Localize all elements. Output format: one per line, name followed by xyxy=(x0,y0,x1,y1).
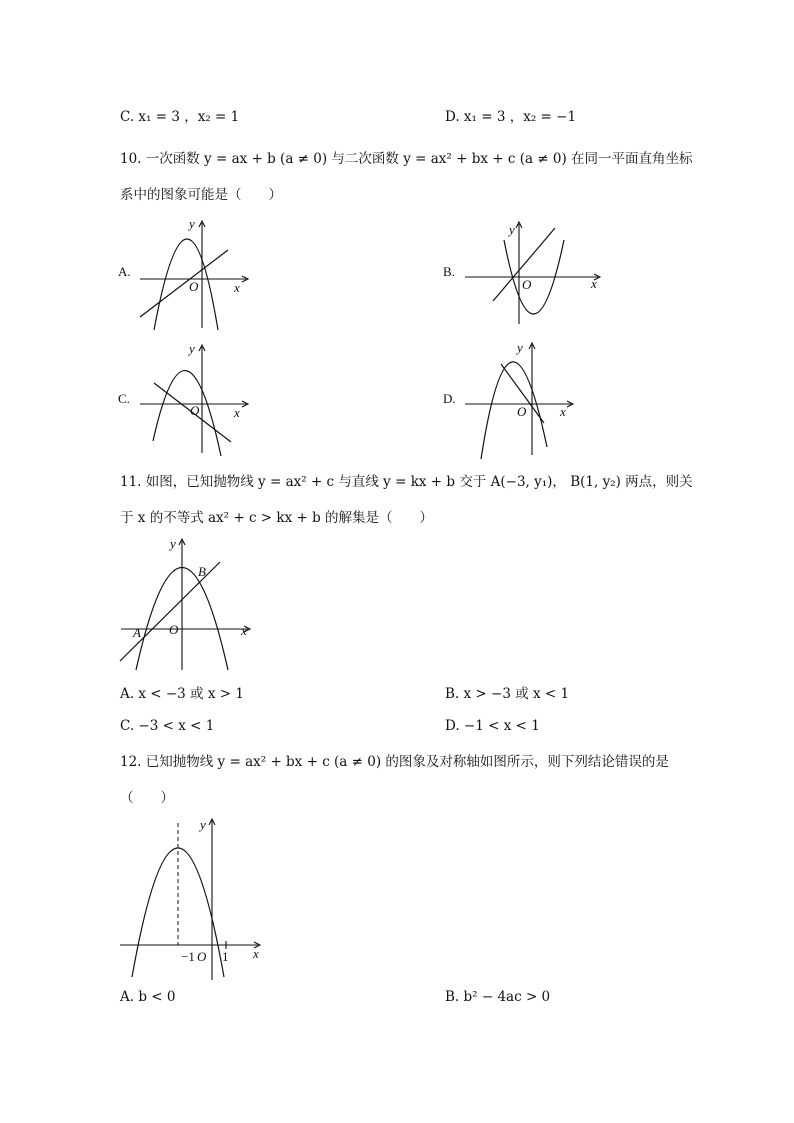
x-label: x xyxy=(560,404,566,419)
y-label: y xyxy=(189,216,195,231)
q10-graph-b[interactable] xyxy=(443,218,603,333)
q9-option-d[interactable]: D. x₁ = 3 ，x₂ = −1 xyxy=(445,109,577,125)
q11-option-d[interactable]: D. −1 < x < 1 xyxy=(445,718,540,734)
y-label: y xyxy=(189,341,195,356)
q10-graph-c-label: C. xyxy=(118,391,130,406)
origin-label: O xyxy=(169,622,179,637)
q10-stem-line-1: 10. 一次函数 y = ax + b (a ≠ 0) 与二次函数 y = ax² + bx + c (a ≠ 0) 在同一平面直角坐标 xyxy=(120,151,693,167)
origin-label: O xyxy=(189,279,199,294)
parabola xyxy=(481,362,547,459)
q11-graph[interactable] xyxy=(118,535,258,675)
origin-label: O xyxy=(517,404,527,419)
q12-option-a[interactable]: A. b < 0 xyxy=(120,989,176,1005)
q11-option-c[interactable]: C. −3 < x < 1 xyxy=(120,718,215,734)
y-label: y xyxy=(509,222,515,237)
point-b-label: B xyxy=(198,564,206,579)
x-label: x xyxy=(234,280,240,295)
q11-stem-line-1: 11. 如图，已知抛物线 y = ax² + c 与直线 y = kx + b 交于 A(−3, y₁)， B(1, y₂) 两点，则关 xyxy=(120,474,693,490)
point-a-label: A xyxy=(133,625,141,640)
parabola xyxy=(154,239,218,330)
tick-one-label: 1 xyxy=(222,949,229,964)
tick-neg1-label: −1 xyxy=(181,949,195,964)
q10-graph-d[interactable] xyxy=(443,339,583,459)
q12-stem-line-2: （ ） xyxy=(120,790,174,806)
q12-graph[interactable] xyxy=(118,815,268,980)
q11-option-a[interactable]: A. x < −3 或 x > 1 xyxy=(120,686,244,702)
q12-option-b[interactable]: B. b² − 4ac > 0 xyxy=(445,989,551,1005)
q10-graph-a-label: A. xyxy=(118,264,131,279)
q11-option-b[interactable]: B. x > −3 或 x < 1 xyxy=(445,686,570,702)
x-label: x xyxy=(234,405,240,420)
q9-option-c[interactable]: C. x₁ = 3 ，x₂ = 1 xyxy=(120,109,240,125)
x-label: x xyxy=(241,623,247,638)
q12-stem-line-1: 12. 已知抛物线 y = ax² + bx + c (a ≠ 0) 的图象及对称轴如图所示，则下列结论错误的是 xyxy=(120,754,669,770)
q10-stem-line-2: 系中的图象可能是（ ） xyxy=(120,187,282,203)
line-graph xyxy=(140,250,228,317)
x-label: x xyxy=(253,946,259,961)
q10-graph-d-label: D. xyxy=(443,391,456,406)
origin-label: O xyxy=(522,277,532,292)
x-label: x xyxy=(591,276,597,291)
q10-graph-b-label: B. xyxy=(443,264,455,279)
y-label: y xyxy=(170,536,176,551)
origin-label: O xyxy=(197,949,207,964)
y-label: y xyxy=(517,340,523,355)
parabola xyxy=(153,371,221,456)
q10-graph-a[interactable] xyxy=(118,218,258,333)
q11-stem-line-2: 于 x 的不等式 ax² + c > kx + b 的解集是（ ） xyxy=(120,510,434,526)
y-label: y xyxy=(200,817,206,832)
origin-label: O xyxy=(190,403,200,418)
q10-graph-c[interactable] xyxy=(118,341,258,456)
